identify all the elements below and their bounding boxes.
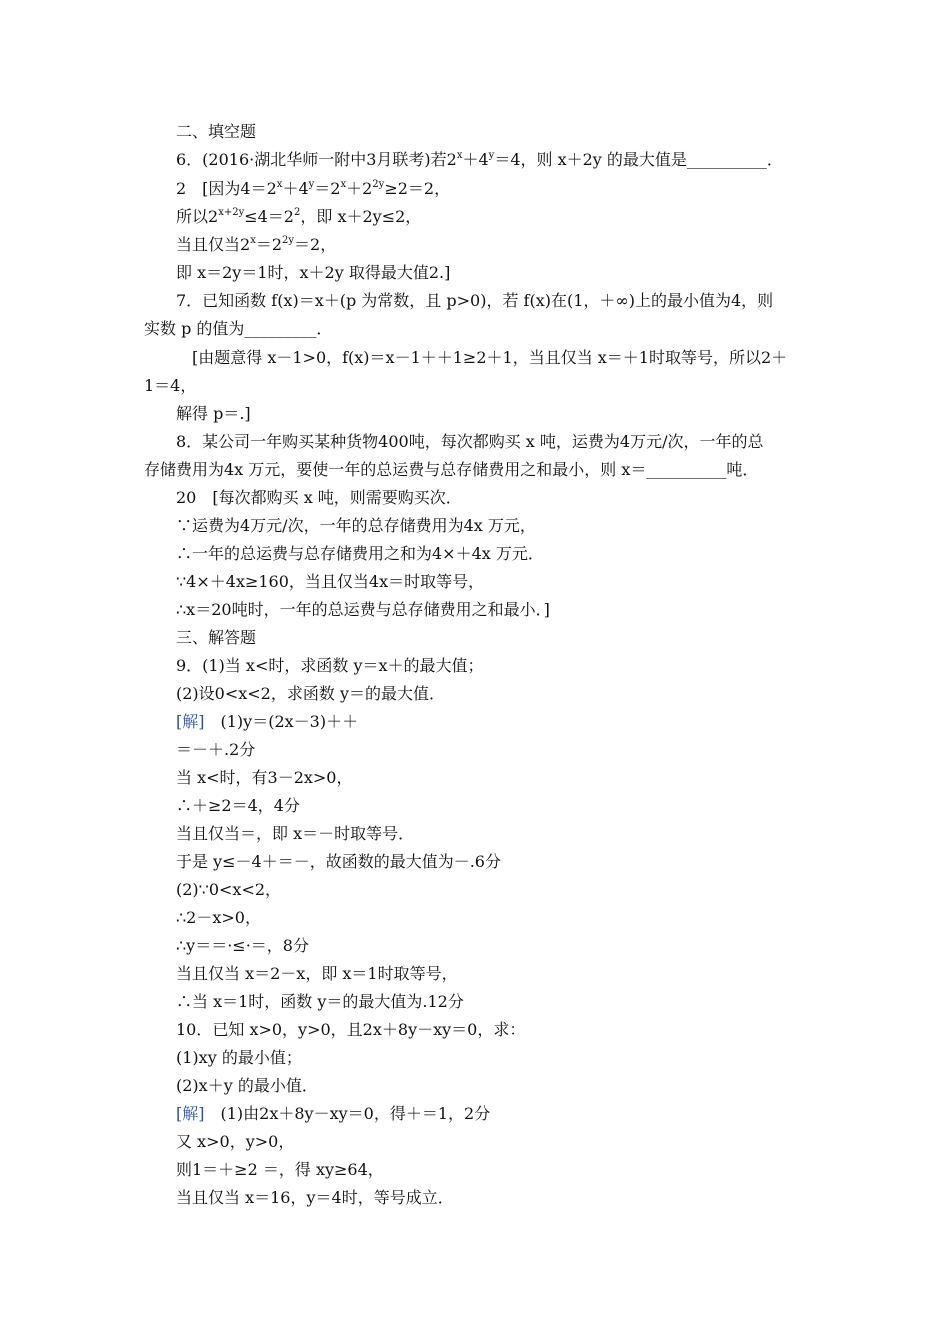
question-10-line-1: 10．已知 x>0，y>0，且2x＋8y－xy＝0，求： <box>176 1020 526 1039</box>
q9-solution-line-4: ∴＋≥2＝4，4分 <box>176 796 300 815</box>
section-heading-solve: 三、解答题 <box>176 628 257 647</box>
question-9-line-2: (2)设0<x<2，求函数 y＝的最大值． <box>176 684 445 703</box>
q10-solution-line-3: 则1＝＋≥2 ＝，得 xy≥64， <box>176 1160 384 1179</box>
q6-a3-exp-1: x <box>250 235 256 246</box>
q6-exp-1: x <box>456 150 463 161</box>
q9-solution-line-8: ∴2－x>0， <box>176 908 261 927</box>
q6-a1-text-c: ＝2 <box>314 179 341 198</box>
q6-a2-exp-1: x+2y <box>218 207 245 218</box>
q6-a1-exp-1: x <box>276 179 283 190</box>
question-7-line-2: 实数 p 的值为_________． <box>144 319 333 338</box>
q6-a3-text-c: ＝2， <box>294 235 337 254</box>
q9-solution-line-5: 当且仅当＝，即 x＝－时取等号． <box>176 824 415 843</box>
solution-label: [解] <box>176 1104 205 1123</box>
q6-answer-line-1 <box>176 179 450 199</box>
q6-exp-2: y <box>488 150 495 161</box>
q6-a2-text-c: ，即 x＋2y≤2， <box>300 207 422 226</box>
q6-answer-line-3 <box>176 235 336 255</box>
q8-answer-line-1: 20 [每次都购买 x 吨，则需要购买次． <box>176 488 462 507</box>
question-9-line-1: 9．(1)当 x<时，求函数 y＝x＋的最大值； <box>176 656 484 675</box>
q6-a1-exp-4: 2y <box>372 179 385 190</box>
section-heading-fill-in: 二、填空题 <box>176 122 257 141</box>
q9-s1-text: (1)y＝(2x－3)＋＋ <box>204 712 359 731</box>
q8-answer-line-4: ∵4×＋4x≥160，当且仅当4x＝时取等号， <box>176 572 485 591</box>
q7-answer-line-2: 1＝4， <box>144 376 197 395</box>
q6-a1-exp-3: x <box>340 179 347 190</box>
q6-text-a: 6．(2016·湖北华师一附中3月联考)若2 <box>176 150 457 169</box>
q9-solution-line-6: 于是 y≤－4＋＝－，故函数的最大值为－.6分 <box>176 852 501 871</box>
q6-a3-text-a: 当且仅当2 <box>176 235 251 254</box>
q6-a1-text-b: ＋4 <box>282 179 309 198</box>
question-8-line-1: 8．某公司一年购买某种货物400吨，每次都购买 x 吨，运费为4万元/次，一年的总 <box>176 432 764 451</box>
question-8-line-2: 存储费用为4x 万元，要使一年的总运费与总存储费用之和最小，则 x＝__________吨． <box>144 460 759 479</box>
q10-solution-line-4: 当且仅当 x＝16，y＝4时，等号成立． <box>176 1188 454 1207</box>
q10-solution-line-2: 又 x>0，y>0， <box>176 1132 295 1151</box>
q8-answer-line-5: ∴x＝20吨时，一年的总运费与总存储费用之和最小．] <box>176 600 550 619</box>
question-10-line-2: (1)xy 的最小值； <box>176 1048 302 1067</box>
q6-a2-text-b: ≤4＝2 <box>244 207 294 226</box>
question-10-line-3: (2)x＋y 的最小值． <box>176 1076 318 1095</box>
question-6 <box>176 150 783 170</box>
q7-answer-line-1: [由题意得 x－1>0，f(x)＝x－1＋＋1≥2＋1，当且仅当 x＝＋1时取等号，所以2＋ <box>192 348 788 367</box>
q6-a3-exp-2: 2y <box>282 235 295 246</box>
q6-a3-text-b: ＝2 <box>255 235 283 254</box>
q8-answer-line-3: ∴一年的总运费与总存储费用之和为4×＋4x 万元． <box>176 544 544 563</box>
q6-a1-exp-2: y <box>308 179 315 190</box>
question-7-line-1: 7．已知函数 f(x)＝x＋(p 为常数，且 p>0)，若 f(x)在(1，＋∞)上的最小值为4，则 <box>176 291 774 310</box>
q6-a1-text-a: 2 [因为4＝2 <box>176 179 277 198</box>
solution-label: [解] <box>176 712 205 731</box>
q8-answer-line-2: ∵运费为4万元/次，一年的总存储费用为4x 万元， <box>176 516 536 535</box>
q10-s1-text: (1)由2x＋8y－xy＝0，得＋＝1，2分 <box>204 1104 491 1123</box>
q9-solution-line-9: ∴y＝＝·≤·＝，8分 <box>176 936 309 955</box>
q9-solution-line-2: ＝－＋.2分 <box>176 740 256 759</box>
q9-solution-line-7: (2)∵0<x<2， <box>176 880 282 899</box>
q9-solution-line-11: ∴当 x＝1时，函数 y＝的最大值为.12分 <box>176 992 464 1011</box>
q9-solution-line-3: 当 x<时，有3－2x>0， <box>176 768 353 787</box>
q6-a2-text-a: 所以2 <box>176 207 219 226</box>
q6-a2-exp-2: 2 <box>294 207 301 218</box>
q10-solution-line-1 <box>176 1104 490 1124</box>
q6-a1-text-e: ≥2＝2， <box>384 179 451 198</box>
q6-answer-line-4: 即 x＝2y＝1时，x＋2y 取得最大值2.] <box>176 263 451 282</box>
q6-text-c: ＝4，则 x＋2y 的最大值是__________． <box>494 150 783 169</box>
q6-answer-line-2 <box>176 207 421 227</box>
q7-answer-line-3: 解得 p＝.] <box>176 404 251 423</box>
q6-text-b: ＋4 <box>462 150 489 169</box>
q9-solution-line-10: 当且仅当 x＝2－x，即 x＝1时取等号， <box>176 964 458 983</box>
q6-a1-text-d: ＋2 <box>346 179 373 198</box>
q9-solution-line-1 <box>176 712 358 732</box>
